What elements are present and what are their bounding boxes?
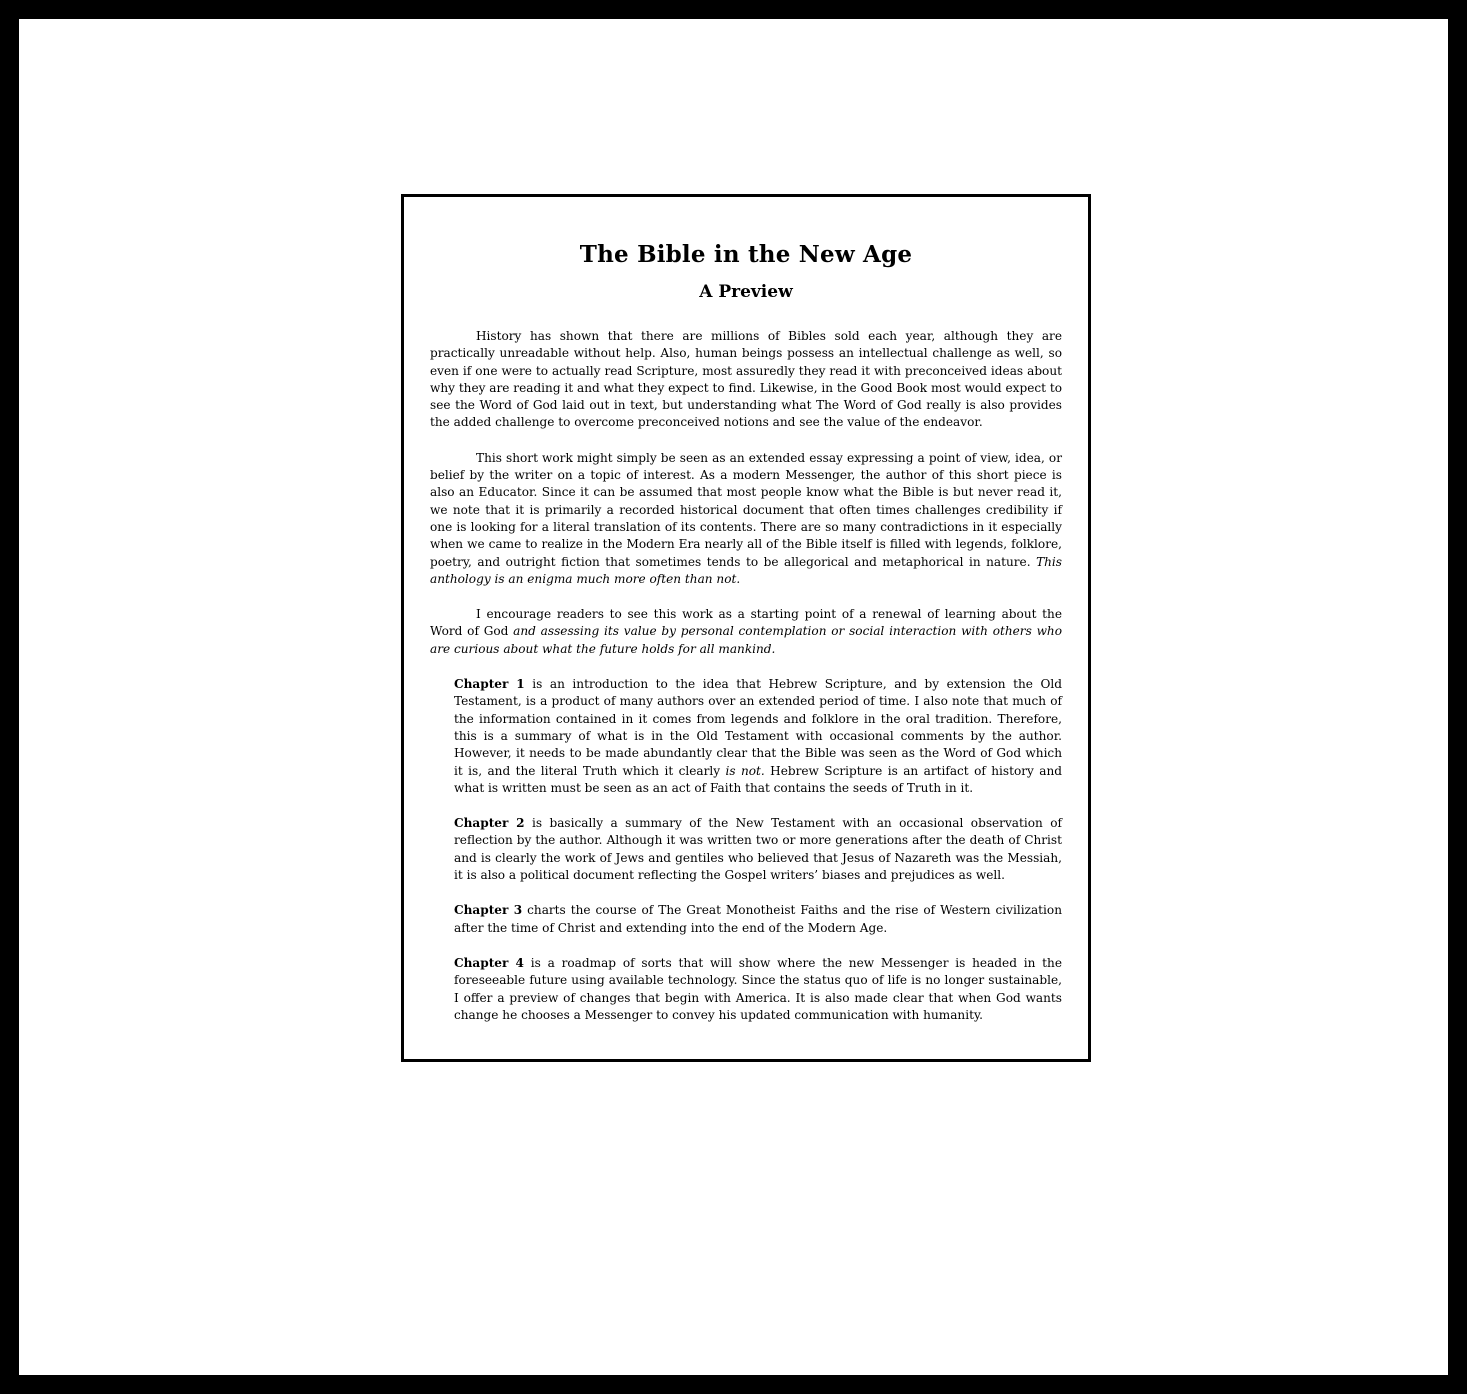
page-title: The Bible in the New Age <box>579 241 913 268</box>
page-subtitle: A Preview <box>699 282 793 302</box>
chapter-1-emphasis: is not. <box>725 763 765 778</box>
paragraph-encouragement <box>430 606 1062 658</box>
paragraph-overview-text: This short work might simply be seen as an extended essay expressing a point of view, idea, or belief by the writer on a topic of interest. As a modern Messenger, the author of this short piece is also an Educator. Since it can be assumed that most people know what the Bible is but never read it, we note that it is primarily a recorded historical document that often times challenges credibility if one is looking for a literal translation of its contents. There are so many contradictions in it especially when we came to realize in the Modern Era nearly all of the Bible itself is filled with legends, folklore, poetry, and outright fiction that sometimes tends to be allegorical and metaphorical in nature. <box>430 450 1062 569</box>
chapter-2-summary <box>454 815 1062 884</box>
chapter-1-text-b: Hebrew Scripture is an artifact of history and what is written must be seen as an act of Faith that contains the seeds of Truth in it. <box>454 763 1062 795</box>
chapter-3-summary <box>454 902 1062 937</box>
chapter-1-label: Chapter 1 <box>454 677 525 692</box>
chapter-1-text-a: is an introduction to the idea that Hebrew Scripture, and by extension the Old Testament, is a product of many authors over an extended period of time. I also note that much of the information contained in it comes from legends and folklore in the oral tradition. Therefore, this is a summary of what is in the Old Testament with occasional comments by the author. However, it needs to be made abundantly clear that the Bible was seen as the Word of God which it is, and the literal Truth which it clearly <box>454 677 1062 778</box>
chapter-3-label: Chapter 3 <box>454 903 523 918</box>
chapter-4-text: is a roadmap of sorts that will show where the new Messenger is headed in the foreseeable future using available technology. Since the status quo of life is no longer sustainable, I offer a preview of changes that begin with America. It is also made clear that when God wants change he chooses a Messenger to convey his updated communication with humanity. <box>454 955 1062 1022</box>
paragraph-intro <box>430 328 1062 432</box>
chapter-4-summary <box>454 955 1062 1024</box>
paragraph-overview <box>430 450 1062 588</box>
paragraph-encouragement-text: I encourage readers to see this work as a starting point of a renewal of learning about the Word of God <box>430 607 1062 639</box>
chapter-2-text: is basically a summary of the New Testament with an occasional observation of reflection by the author. Although it was written two or more generations after the death of Christ and is clearly the work of Jews and gentiles who believed that Jesus of Nazareth was the Messiah, it is also a political document reflecting the Gospel writers’ biases and prejudices as well. <box>454 816 1062 883</box>
document-page <box>401 194 1091 1062</box>
document-canvas <box>19 19 1448 1375</box>
chapter-4-label: Chapter 4 <box>454 955 524 970</box>
chapter-1-summary <box>454 676 1062 797</box>
chapter-3-text: charts the course of The Great Monotheist Faiths and the rise of Western civilization after the time of Christ and extending into the end of the Modern Age. <box>454 903 1062 935</box>
paragraph-overview-emphasis: This anthology is an enigma much more often than not. <box>430 554 1062 586</box>
chapter-2-label: Chapter 2 <box>454 816 525 831</box>
paragraph-intro-text: History has shown that there are millions of Bibles sold each year, although they are practically unreadable without help. Also, human beings possess an intellectual challenge as well, so even if one were to actually read Scripture, most assuredly they read it with preconceived ideas about why they are reading it and what they expect to find. Likewise, in the Good Book most would expect to see the Word of God laid out in text, but understanding what The Word of God really is also provides the added challenge to overcome preconceived notions and see the value of the endeavor. <box>430 329 1063 430</box>
paragraph-encouragement-emphasis: and assessing its value by personal contemplation or social interaction with others who are curious about what the future holds for all mankind. <box>430 624 1062 656</box>
